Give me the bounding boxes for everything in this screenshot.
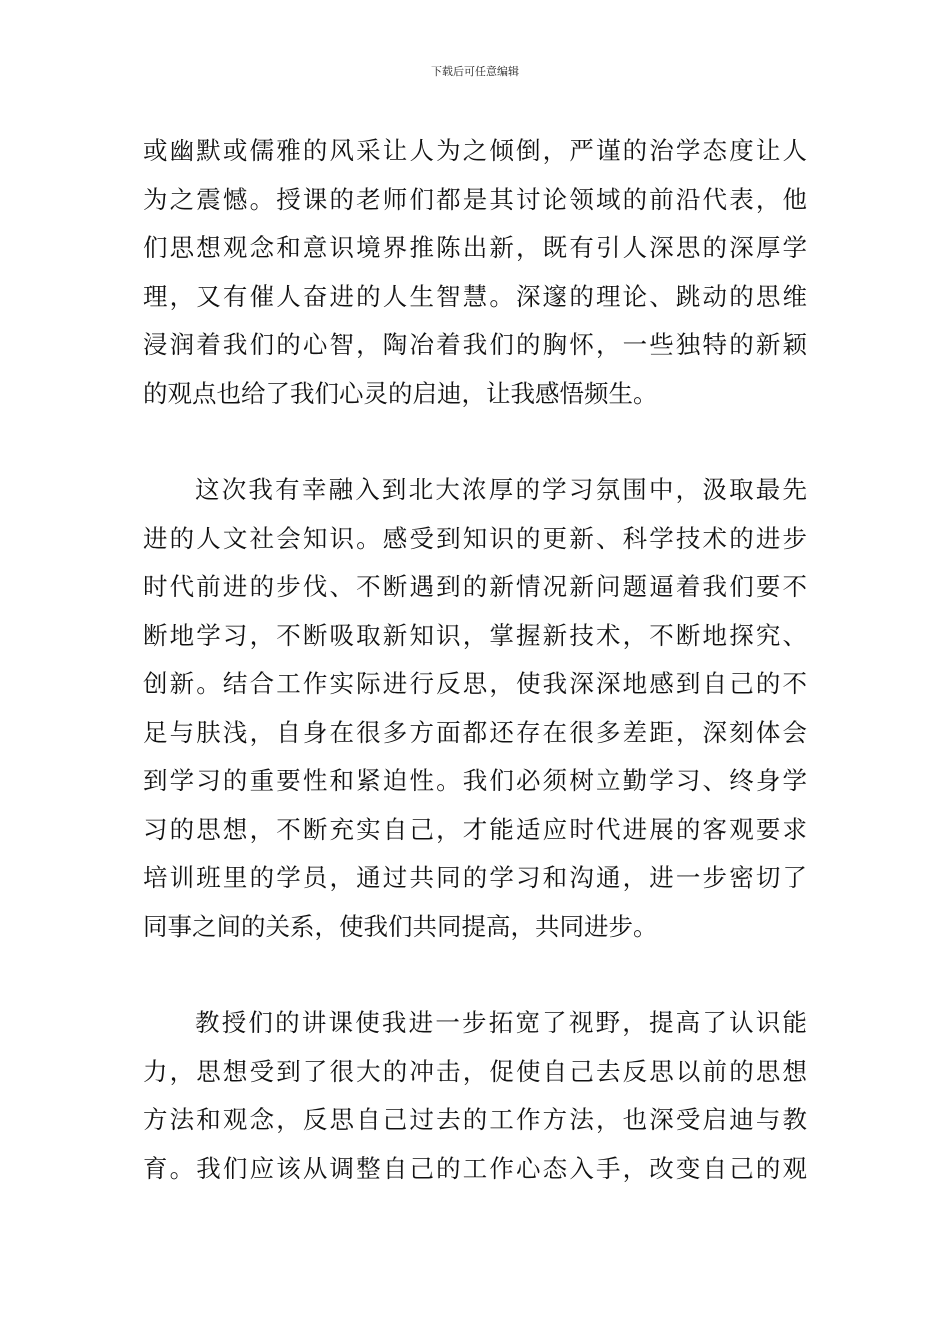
text-line: 习的思想，不断充实自己，才能适应时代进展的客观要求	[143, 814, 807, 844]
paragraph-gap	[143, 951, 807, 999]
text-line: 进的人文社会知识。感受到知识的更新、科学技术的进步	[143, 523, 807, 553]
text-line: 同事之间的关系，使我们共同提高，共同进步。	[143, 911, 658, 941]
text-line: 育。我们应该从调整自己的工作心态入手，改变自己的观	[143, 1153, 807, 1183]
text-line: 培训班里的学员，通过共同的学习和沟通，进一步密切了	[143, 863, 807, 892]
text-line: 浸润着我们的心智，陶冶着我们的胸怀，一些独特的新颖	[143, 330, 807, 359]
paragraph	[143, 999, 807, 1193]
text-line: 的观点也给了我们心灵的启迪，让我感悟频生。	[143, 378, 658, 408]
text-line: 到学习的重要性和紧迫性。我们必须树立勤学习、终身学	[143, 766, 807, 795]
text-line: 足与肤浅，自身在很多方面都还存在很多差距，深刻体会	[143, 717, 807, 747]
text-line: 力，思想受到了很大的冲击，促使自己去反思以前的思想	[143, 1056, 807, 1086]
text-line: 们思想观念和意识境界推陈出新，既有引人深思的深厚学	[143, 233, 807, 262]
text-line: 创新。结合工作实际进行反思，使我深深地感到自己的不	[143, 669, 807, 698]
text-line: 断地学习，不断吸取新知识，掌握新技术，不断地探究、	[143, 620, 807, 650]
paragraph	[143, 466, 807, 951]
text-line: 教授们的讲课使我进一步拓宽了视野，提高了认识能	[195, 1008, 807, 1037]
text-line: 为之震憾。授课的老师们都是其讨论领域的前沿代表，他	[143, 184, 807, 214]
text-line: 理，又有催人奋进的人生智慧。深邃的理论、跳动的思维	[143, 281, 807, 311]
paragraph	[143, 127, 807, 418]
text-line: 方法和观念，反思自己过去的工作方法，也深受启迪与教	[143, 1105, 807, 1134]
document-body	[143, 127, 807, 1193]
page-header: 下载后可任意编辑	[431, 65, 519, 78]
text-line: 时代前进的步伐、不断遇到的新情况新问题逼着我们要不	[143, 572, 807, 601]
paragraph-gap	[143, 418, 807, 466]
text-line: 或幽默或儒雅的风采让人为之倾倒，严谨的治学态度让人	[143, 136, 807, 165]
text-line: 这次我有幸融入到北大浓厚的学习氛围中，汲取最先	[195, 475, 807, 504]
